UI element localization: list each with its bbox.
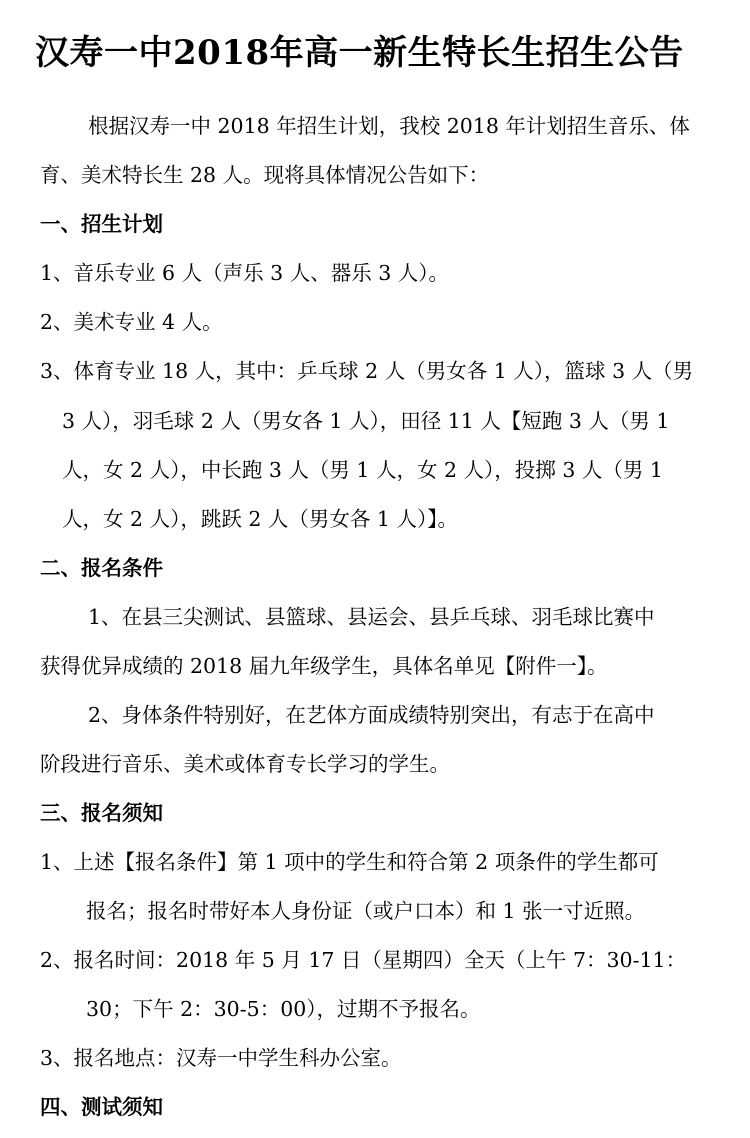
plan-item-music: 1、音乐专业 6 人（声乐 3 人、器乐 3 人）。 — [40, 261, 450, 285]
section-heading-plan: 一、招生计划 — [40, 212, 163, 236]
plan-item-sports-line-2: 3 人），羽毛球 2 人（男女各 1 人），田径 11 人【短跑 3 人（男 1 — [62, 409, 670, 433]
registration-item-3: 3、报名地点：汉寿一中学生科办公室。 — [40, 1046, 402, 1070]
condition-2-line-2: 阶段进行音乐、美术或体育专长学习的学生。 — [40, 752, 450, 776]
section-heading-conditions: 二、报名条件 — [40, 556, 163, 580]
plan-item-sports-line-1: 3、体育专业 18 人，其中：乒乓球 2 人（男女各 1 人），篮球 3 人（男 — [40, 359, 694, 383]
condition-1-line-1: 1、在县三尖测试、县篮球、县运会、县乒乓球、羽毛球比赛中 — [88, 605, 655, 629]
intro-line-1: 根据汉寿一中 2018 年招生计划，我校 2018 年计划招生音乐、体 — [88, 114, 690, 138]
registration-item-1-line-2: 报名；报名时带好本人身份证（或户口本）和 1 张一寸近照。 — [86, 899, 646, 923]
plan-item-art: 2、美术专业 4 人。 — [40, 310, 223, 334]
registration-item-2-line-1: 2、报名时间：2018 年 5 月 17 日（星期四）全天（上午 7：30-11： — [40, 948, 687, 972]
condition-1-line-2: 获得优异成绩的 2018 届九年级学生，具体名单见【附件一】。 — [40, 654, 608, 678]
intro-line-2: 育、美术特长生 28 人。现将具体情况公告如下： — [40, 163, 490, 187]
section-heading-registration: 三、报名须知 — [40, 801, 163, 825]
registration-item-1-line-1: 1、上述【报名条件】第 1 项中的学生和符合第 2 项条件的学生都可 — [40, 850, 659, 874]
page-title: 汉寿一中2018年高一新生特长生招生公告 — [35, 33, 684, 73]
condition-2-line-1: 2、身体条件特别好，在艺体方面成绩特别突出，有志于在高中 — [88, 703, 655, 727]
registration-item-2-line-2: 30；下午 2：30-5：00），过期不予报名。 — [86, 997, 481, 1021]
plan-item-sports-line-3: 人，女 2 人），中长跑 3 人（男 1 人，女 2 人），投掷 3 人（男 1 — [62, 458, 663, 482]
section-heading-test: 四、测试须知 — [40, 1095, 163, 1119]
plan-item-sports-line-4: 人，女 2 人），跳跃 2 人（男女各 1 人）】。 — [62, 507, 458, 531]
